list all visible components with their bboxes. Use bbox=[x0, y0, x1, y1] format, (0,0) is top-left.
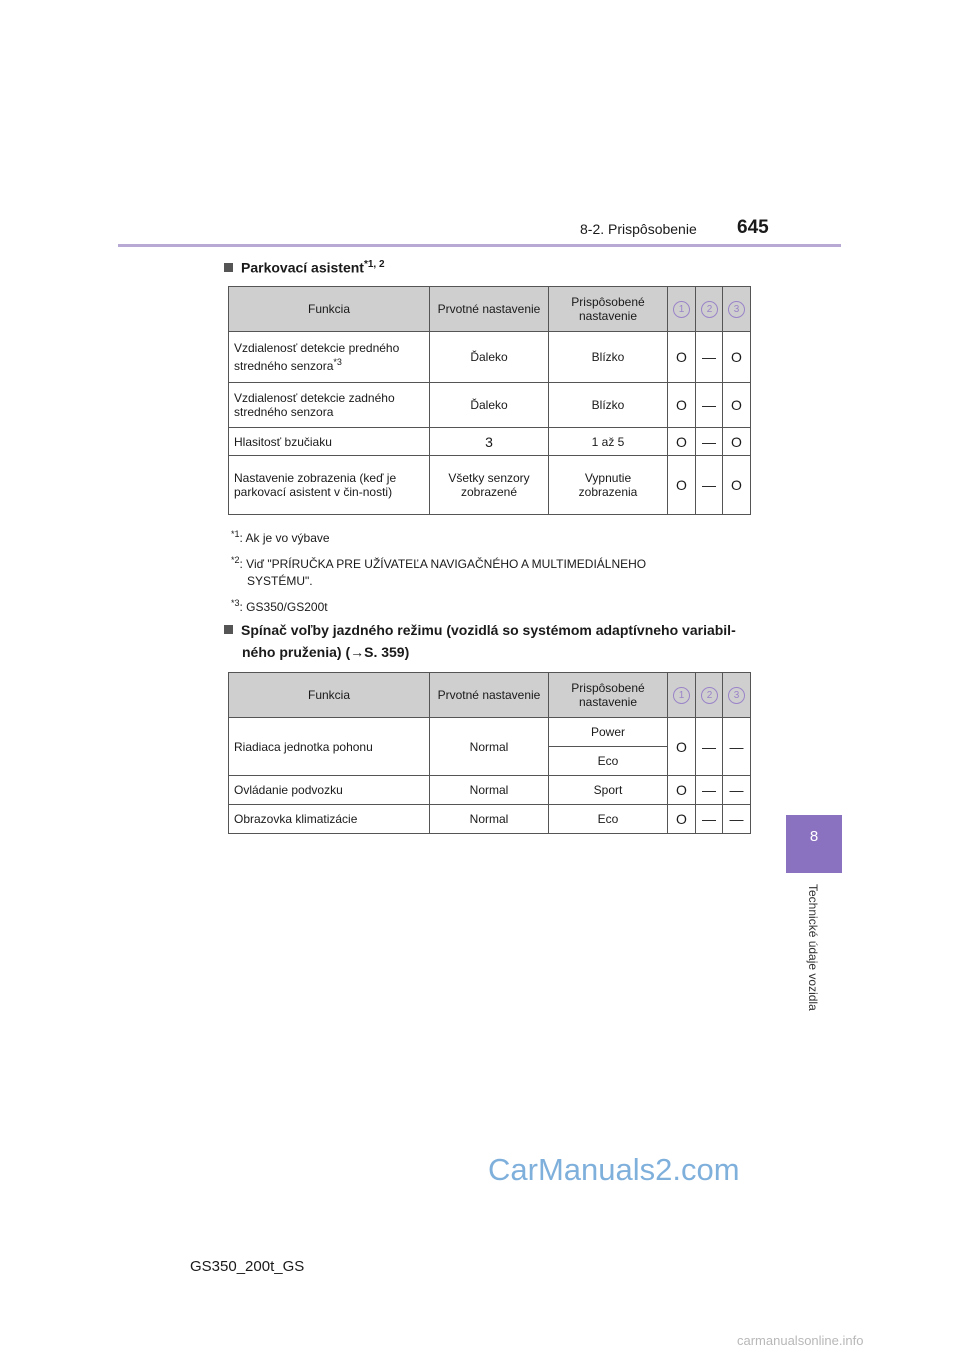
cell-funkcia: Obrazovka klimatizácie bbox=[229, 805, 430, 834]
col-header-funkcia: Funkcia bbox=[229, 287, 430, 332]
section2-heading: Spínač voľby jazdného režimu (vozidlá so systémom adaptívneho variabil- ného pruženia) (→S. 359) bbox=[224, 619, 764, 663]
cell-c2: — bbox=[696, 805, 723, 834]
chapter-label: Technické údaje vozidla bbox=[806, 884, 820, 1011]
col-header-prisposobene: Prispôsobené nastavenie bbox=[549, 673, 668, 718]
circled-number-icon: 3 bbox=[728, 301, 745, 318]
watermark-url: carmanualsonline.info bbox=[737, 1333, 864, 1348]
col-header-2 bbox=[696, 673, 723, 718]
bullet-square-icon bbox=[224, 263, 233, 272]
cell-c2: — bbox=[696, 383, 723, 428]
drive-mode-table bbox=[228, 672, 751, 834]
cell-c1: O bbox=[668, 332, 696, 383]
cell-funkcia: Nastavenie zobrazenia (keď je parkovací asistent v čin-nosti) bbox=[229, 456, 430, 515]
table-row bbox=[229, 428, 751, 456]
cell-c1: O bbox=[668, 428, 696, 456]
section1-heading: Parkovací asistent$^{*1, 2}$ bbox=[224, 254, 385, 279]
cell-c3: — bbox=[723, 776, 751, 805]
cell-prisposobene: Eco bbox=[549, 747, 668, 776]
cell-c3: O bbox=[723, 428, 751, 456]
cell-prvotne: Normal bbox=[430, 718, 549, 776]
cell-prisposobene: Power bbox=[549, 718, 668, 747]
col-header-3 bbox=[723, 287, 751, 332]
footnote-2: $^{*2}$: Viď "PRÍRUČKA PRE UŽÍVATEĽA NAVIGAČNÉHO A MULTIMEDIÁLNEHO SYSTÉMU". bbox=[231, 555, 647, 588]
footnote-3: $^{*3}$: GS350/GS200t bbox=[231, 598, 328, 614]
col-header-1 bbox=[668, 673, 696, 718]
header-divider bbox=[118, 244, 841, 247]
col-header-1 bbox=[668, 287, 696, 332]
cell-c2: — bbox=[696, 428, 723, 456]
col-header-prisposobene: Prispôsobené nastavenie bbox=[549, 287, 668, 332]
cell-prvotne: 3 bbox=[430, 428, 549, 456]
footnote-1: $^{*1}$: Ak je vo výbave bbox=[231, 529, 330, 545]
cell-funkcia: Vzdialenosť detekcie predného stredného senzora$^{*3}$ bbox=[229, 332, 430, 383]
cell-prvotne: Normal bbox=[430, 805, 549, 834]
watermark-logo: CarManuals2.com bbox=[488, 1152, 740, 1187]
page-number: 645 bbox=[737, 217, 769, 238]
parking-assist-table bbox=[228, 286, 751, 515]
section2-heading-line2: ného pruženia) (→S. 359) bbox=[242, 644, 410, 660]
cell-c2: — bbox=[696, 718, 723, 776]
col-header-prvotne: Prvotné nastavenie bbox=[430, 287, 549, 332]
cell-c3: O bbox=[723, 332, 751, 383]
cell-prisposobene: 1 až 5 bbox=[549, 428, 668, 456]
cell-funkcia: Vzdialenosť detekcie zadného stredného senzora bbox=[229, 383, 430, 428]
table-row bbox=[229, 805, 751, 834]
section-title: 8-2. Prispôsobenie bbox=[580, 221, 697, 237]
cell-prvotne: Všetky senzory zobrazené bbox=[430, 456, 549, 515]
col-header-prvotne: Prvotné nastavenie bbox=[430, 673, 549, 718]
table-row bbox=[229, 718, 751, 747]
cell-c3: O bbox=[723, 456, 751, 515]
cell-funkcia: Ovládanie podvozku bbox=[229, 776, 430, 805]
col-header-funkcia: Funkcia bbox=[229, 673, 430, 718]
table-row bbox=[229, 776, 751, 805]
table-row bbox=[229, 383, 751, 428]
cell-prvotne: Ďaleko bbox=[430, 383, 549, 428]
cell-prisposobene: Eco bbox=[549, 805, 668, 834]
table-row bbox=[229, 332, 751, 383]
cell-prisposobene: Blízko bbox=[549, 383, 668, 428]
cell-prvotne: Ďaleko bbox=[430, 332, 549, 383]
cell-c1: O bbox=[668, 776, 696, 805]
bullet-square-icon bbox=[224, 625, 233, 634]
cell-funkcia: Hlasitosť bzučiaku bbox=[229, 428, 430, 456]
circled-number-icon: 1 bbox=[673, 301, 690, 318]
cell-c1: O bbox=[668, 456, 696, 515]
circled-number-icon: 3 bbox=[728, 687, 745, 704]
cell-prvotne: Normal bbox=[430, 776, 549, 805]
circled-number-icon: 2 bbox=[701, 687, 718, 704]
circled-number-icon: 1 bbox=[673, 687, 690, 704]
cell-c1: O bbox=[668, 383, 696, 428]
chapter-number: 8 bbox=[809, 828, 819, 845]
footer-model-code: GS350_200t_GS bbox=[190, 1258, 305, 1275]
circled-number-icon: 2 bbox=[701, 301, 718, 318]
cell-c1: O bbox=[668, 805, 696, 834]
cell-c1: O bbox=[668, 718, 696, 776]
cell-prisposobene: Vypnutie zobrazenia bbox=[549, 456, 668, 515]
cell-c2: — bbox=[696, 776, 723, 805]
cell-funkcia: Riadiaca jednotka pohonu bbox=[229, 718, 430, 776]
cell-c2: — bbox=[696, 332, 723, 383]
cell-c2: — bbox=[696, 456, 723, 515]
table-row bbox=[229, 456, 751, 515]
cell-c3: — bbox=[723, 805, 751, 834]
cell-prisposobene: Blízko bbox=[549, 332, 668, 383]
cell-prisposobene: Sport bbox=[549, 776, 668, 805]
cell-c3: — bbox=[723, 718, 751, 776]
col-header-2 bbox=[696, 287, 723, 332]
cell-c3: O bbox=[723, 383, 751, 428]
col-header-3 bbox=[723, 673, 751, 718]
